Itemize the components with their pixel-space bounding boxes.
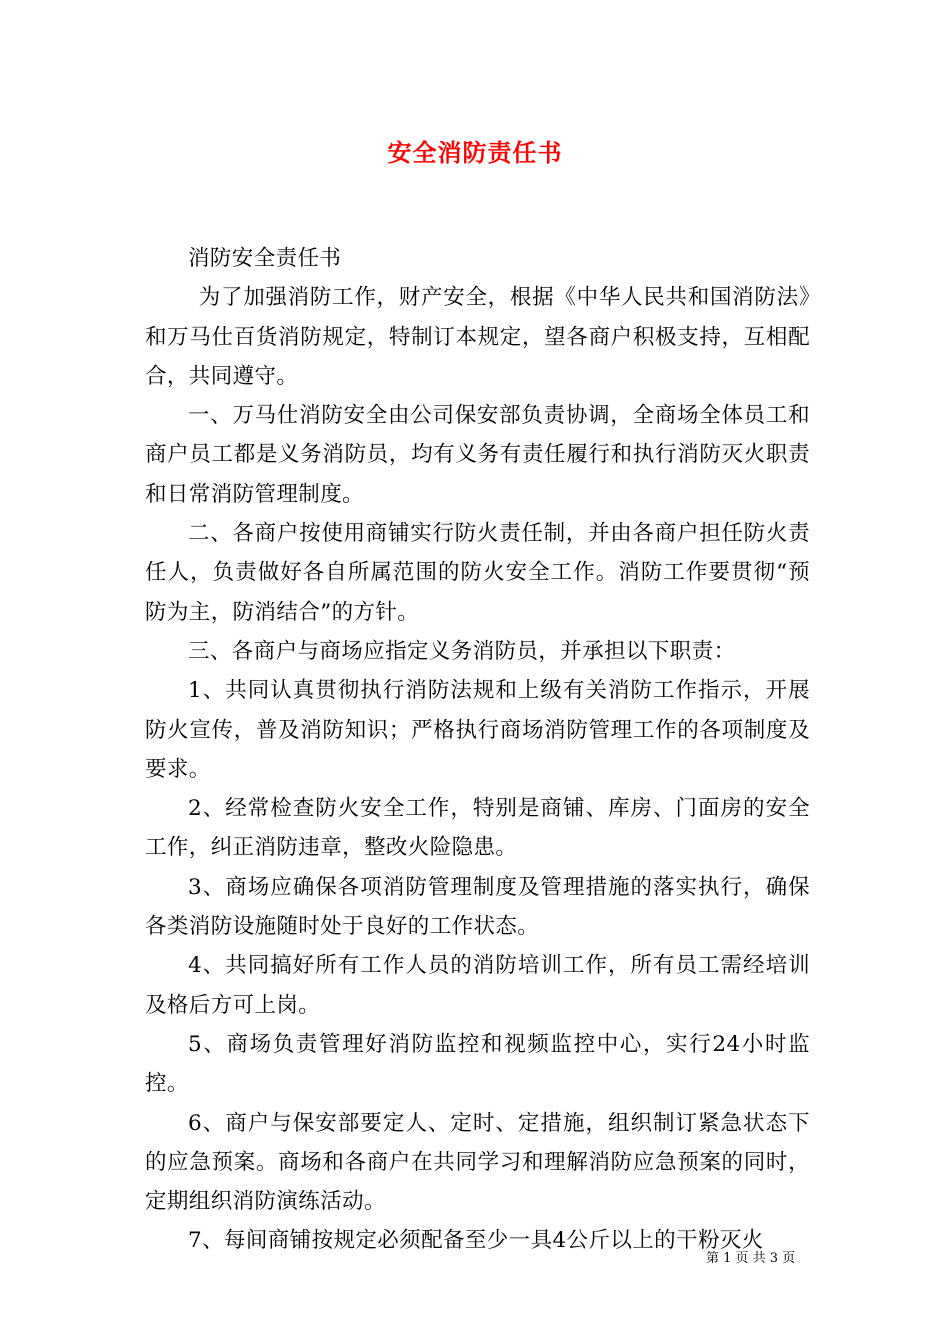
duty-item-7: 7、每间商铺按规定必须配备至少一具4公斤以上的干粉灭火 bbox=[188, 1228, 764, 1254]
document-body bbox=[145, 239, 810, 1261]
duty-item-1: 1、共同认真贯彻执行消防法规和上级有关消防工作指示，开展防火宣传，普及消防知识；严格执行商场消防管理工作的各项制度及要求。 bbox=[145, 678, 810, 782]
duty-item-5: 5、商场负责管理好消防监控和视频监控中心，实行24小时监控。 bbox=[145, 1031, 810, 1097]
page-number: 第 1 页 共 3 页 bbox=[706, 1251, 796, 1266]
duty-item-3: 3、商场应确保各项消防管理制度及管理措施的落实执行，确保各类消防设施随时处于良好的工作状态。 bbox=[145, 874, 810, 940]
paragraph-item-3: 三、各商户与商场应指定义务消防员，并承担以下职责： bbox=[188, 638, 736, 664]
paragraph-item-2: 二、各商户按使用商铺实行防火责任制，并由各商户担任防火责任人，负责做好各自所属范围的防火安全工作。消防工作要贯彻“预防为主，防消结合”的方针。 bbox=[145, 521, 810, 625]
duty-item-6: 6、商户与保安部要定人、定时、定措施，组织制订紧急状态下的应急预案。商场和各商户在共同学习和理解消防应急预案的同时，定期组织消防演练活动。 bbox=[145, 1110, 810, 1215]
section-heading: 消防安全责任书 bbox=[188, 246, 342, 271]
document-title: 安全消防责任书 bbox=[387, 138, 563, 167]
paragraph-item-1: 一、万马仕消防安全由公司保安部负责协调，全商场全体员工和商户员工都是义务消防员，均有义务有责任履行和执行消防灭火职责和日常消防管理制度。 bbox=[145, 403, 810, 507]
duty-item-4: 4、共同搞好所有工作人员的消防培训工作，所有员工需经培训及格后方可上岗。 bbox=[145, 953, 810, 1018]
duty-item-2: 2、经常检查防火安全工作，特别是商铺、库房、门面房的安全工作，纠正消防违章，整改火险隐患。 bbox=[145, 796, 810, 861]
intro-paragraph: 为了加强消防工作，财产安全，根据《中华人民共和国消防法》和万马仕百货消防规定，特制订本规定，望各商户积极支持，互相配合，共同遵守。 bbox=[145, 285, 810, 389]
